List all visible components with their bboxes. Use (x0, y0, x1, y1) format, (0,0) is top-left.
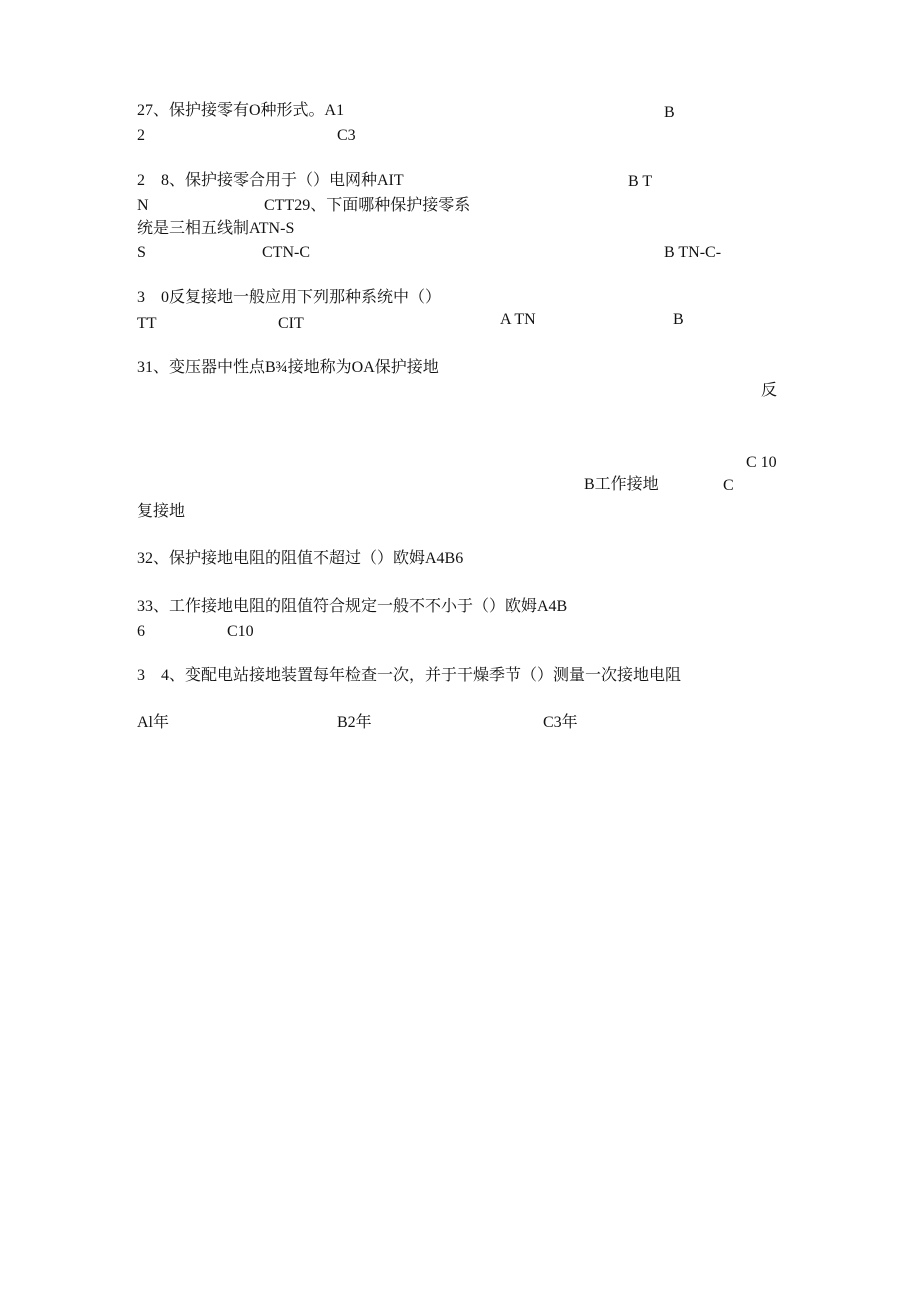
q31-stem: 31、变压器中性点B¾接地称为OA保护接地 (137, 359, 439, 376)
q29-option-a-cont: S (137, 244, 146, 261)
q28-stem: 2 8、保护接零合用于（）电网种AIT (137, 172, 404, 189)
q30-stem: 3 0反复接地一般应用下列那种系统中（） (137, 289, 442, 306)
q31-option-a-cont: 反 (761, 382, 778, 399)
q28-option-b-cont: N (137, 197, 149, 214)
q34-option-a: Al年 (137, 714, 170, 731)
q27-option-b: B (664, 104, 675, 121)
q31-option-c-value: C 10 (746, 454, 777, 471)
q32-stem: 32、保护接地电阻的阻值不超过（）欧姆A4B6 (137, 550, 464, 567)
q30-option-tt: TT (137, 315, 157, 332)
q29-option-c: CTN-C (262, 244, 310, 261)
q34-stem: 3 4、变配电站接地装置每年检查一次，并于干燥季节（）测量一次接地电阻 (137, 667, 682, 684)
q30-option-c: CIT (278, 315, 304, 332)
q33-stem: 33、工作接地电阻的阻值符合规定一般不不小于（）欧姆A4B (137, 598, 568, 615)
q33-option-b-value: 6 (137, 623, 145, 640)
q29-stem: 统是三相五线制ATN-S (137, 220, 295, 237)
q31-option-b: B工作接地 (584, 476, 659, 493)
q31-continuation: 复接地 (137, 503, 186, 520)
q28-option-c-and-q29-stem: CTT29、下面哪种保护接零系 (264, 197, 471, 214)
q27-option-a-value: 2 (137, 127, 145, 144)
q30-option-a: A TN (500, 311, 536, 328)
q30-option-b: B (673, 311, 684, 328)
q27-option-c: C3 (337, 127, 356, 144)
q34-option-c: C3年 (543, 714, 578, 731)
q31-option-c: C (723, 477, 734, 494)
q27-stem: 27、保护接零有O种形式。A1 (137, 102, 345, 119)
q29-option-b: B TN-C- (664, 244, 722, 261)
q34-option-b: B2年 (337, 714, 372, 731)
q28-option-b: B T (628, 173, 653, 190)
q33-option-c: C10 (227, 623, 254, 640)
